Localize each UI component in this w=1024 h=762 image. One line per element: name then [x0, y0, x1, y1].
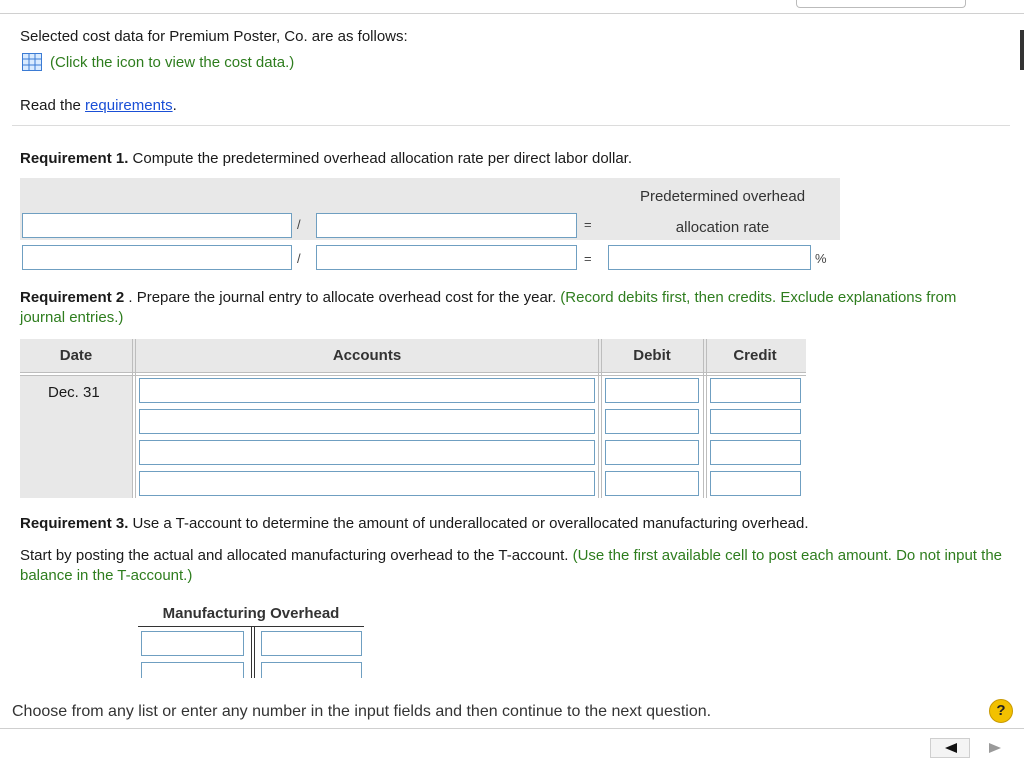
req3-heading [20, 515, 809, 532]
col-accounts-header: Accounts [332, 347, 402, 364]
footer-text: Choose from any list or enter any number in the input fields and then continue to the next question. [12, 703, 712, 720]
req2-instruction: (Record debits first, then credits. Exclude explanations from journal entries.) [20, 289, 957, 326]
read-requirements-line [20, 97, 177, 114]
account-input-row1[interactable] [139, 378, 595, 403]
col-credit-header: Credit [733, 347, 777, 364]
credit-input-row3[interactable] [710, 440, 801, 465]
view-cost-data-link[interactable]: (Click the icon to view the cost data.) [50, 54, 295, 71]
req1-denominator-amount-input[interactable] [316, 245, 577, 270]
taccount-credit-input-row2[interactable] [261, 662, 362, 678]
equals-symbol: = [584, 217, 592, 232]
debit-input-row4[interactable] [605, 471, 699, 496]
percent-symbol: % [815, 251, 827, 266]
equals-symbol: = [584, 251, 592, 266]
req3-instruction: (Use the first available cell to post each amount. Do not input the balance in the T-account.) [20, 547, 1002, 584]
next-arrow-icon [976, 738, 1016, 758]
divide-symbol: / [297, 217, 301, 232]
req1-label: Requirement 1. [20, 150, 129, 167]
read-suffix: . [172, 97, 177, 114]
section-divider [12, 125, 1010, 126]
req1-denominator-label-input[interactable] [316, 213, 577, 238]
account-input-row4[interactable] [139, 471, 595, 496]
prev-arrow-icon [930, 738, 970, 758]
result-header-line2: allocation rate [675, 219, 770, 236]
requirements-link[interactable]: requirements [85, 97, 173, 114]
req1-heading [20, 150, 632, 167]
req3-start: Start by posting the actual and allocated manufacturing overhead to the T-account. [20, 547, 569, 564]
req3-start-text [20, 546, 1005, 586]
col-date-header: Date [59, 347, 93, 364]
taccount-title: Manufacturing Overhead [162, 605, 340, 622]
right-edge-bar [1020, 30, 1024, 70]
req1-rate-input[interactable] [608, 245, 811, 270]
taccount-center-rule-2 [254, 627, 255, 679]
taccount-debit-input-row2[interactable] [141, 662, 244, 678]
credit-input-row4[interactable] [710, 471, 801, 496]
next-arrow-button[interactable] [976, 738, 1016, 758]
req1-numerator-label-input[interactable] [22, 213, 292, 238]
read-prefix: Read the [20, 97, 86, 114]
col-separator [598, 339, 599, 498]
intro-text: Selected cost data for Premium Poster, Co. are as follows: [20, 28, 408, 45]
col-separator [706, 339, 707, 498]
col-separator [135, 339, 136, 498]
journal-header-rule-2 [20, 375, 806, 376]
data-table-icon[interactable] [22, 53, 42, 71]
top-divider [0, 13, 1024, 14]
taccount-credit-input-row1[interactable] [261, 631, 362, 656]
footer-divider [0, 728, 1024, 729]
req1-numerator-amount-input[interactable] [22, 245, 292, 270]
help-icon: ? [996, 702, 1006, 719]
taccount-debit-input-row1[interactable] [141, 631, 244, 656]
req2-label: Requirement 2 [20, 289, 125, 306]
taccount-center-rule [251, 627, 252, 679]
credit-input-row1[interactable] [710, 378, 801, 403]
debit-input-row2[interactable] [605, 409, 699, 434]
debit-input-row3[interactable] [605, 440, 699, 465]
account-input-row2[interactable] [139, 409, 595, 434]
debit-input-row1[interactable] [605, 378, 699, 403]
journal-header-rule [20, 372, 806, 373]
credit-input-row2[interactable] [710, 409, 801, 434]
req3-label: Requirement 3. [20, 515, 129, 532]
divide-symbol: / [297, 251, 301, 266]
col-separator [601, 339, 602, 498]
col-separator [132, 339, 133, 498]
account-input-row3[interactable] [139, 440, 595, 465]
req3-text: Use a T-account to determine the amount of underallocated or overallocated manufacturing overhead. [128, 515, 809, 532]
help-button[interactable] [989, 699, 1013, 723]
req1-text: Compute the predetermined overhead allocation rate per direct labor dollar. [128, 150, 633, 167]
req2-heading [20, 288, 1005, 328]
prev-arrow-button[interactable] [930, 738, 970, 758]
col-separator [703, 339, 704, 498]
req2-text: . Prepare the journal entry to allocate overhead cost for the year. [124, 289, 557, 306]
top-scroll-tab [796, 0, 966, 8]
date-cell: Dec. 31 [48, 384, 100, 401]
result-header-line1: Predetermined overhead [639, 188, 806, 205]
col-debit-header: Debit [633, 347, 671, 364]
